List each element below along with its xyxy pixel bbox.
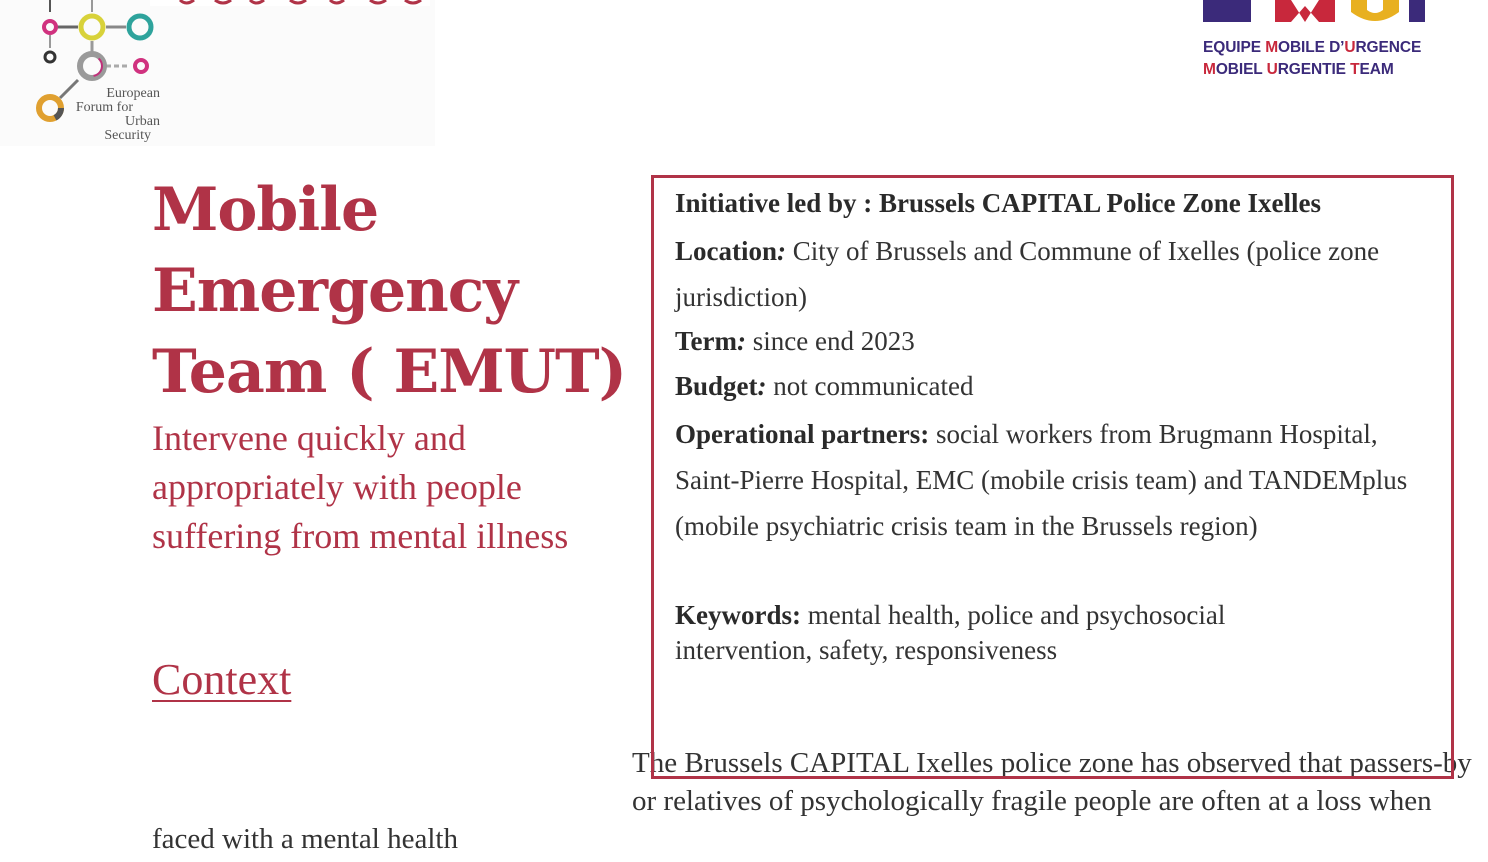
term-value: since end 2023	[752, 326, 915, 356]
context-heading: Context	[152, 655, 292, 704]
efus-caption-line2: Forum for	[75, 100, 133, 115]
emut-caption-french: EQUIPE MOBILE D’URGENCE	[1203, 39, 1422, 56]
efus-logo-graphic	[0, 0, 435, 146]
budget-label: Budget	[675, 371, 758, 401]
efus-logo	[0, 0, 435, 146]
location-line: Location: City of Brussels and Commune of Ixelles (police zone jurisdiction)	[675, 236, 1380, 312]
partners-value: social workers from Brugmann Hospital, Saint-Pierre Hospital, EMC (mobile crisis team) and TANDEMplus (mobile psychiatric crisis team in the Brussels region)	[675, 419, 1408, 541]
efus-caption-line1: European	[106, 86, 160, 101]
emut-logo-letters	[1195, 0, 1445, 36]
page-title: Mobile Emergency Team ( EMUT)	[152, 175, 626, 407]
partners-line	[675, 411, 1445, 549]
context-paragraph-text: The Brussels CAPITAL Ixelles police zone has observed that passers-by or relatives of psychologically fragile people are often at a loss when faced with a mental health	[152, 747, 1472, 855]
keywords-line	[675, 598, 1335, 668]
location-label: Location	[675, 236, 778, 266]
term-line: Term: since end 2023	[675, 326, 915, 356]
led-by-label: Initiative led by :	[675, 188, 880, 218]
budget-line: Budget: not communicated	[675, 371, 974, 401]
keywords-value: mental health, police and psychosocial intervention, safety, responsiveness	[675, 600, 1226, 665]
initiative-infobox	[651, 175, 1454, 779]
efus-caption-line3: Urban	[125, 114, 160, 129]
infobox-wrap-spacer	[152, 744, 632, 820]
location-value: City of Brussels and Commune of Ixelles (police zone jurisdiction)	[675, 236, 1380, 312]
led-by-line	[675, 188, 1445, 219]
page-subtitle: Intervene quickly and appropriately with people suffering from mental illness	[152, 418, 569, 556]
keywords-label: Keywords:	[675, 600, 801, 630]
emut-caption-dutch: MOBIEL URGENTIE TEAM	[1203, 61, 1394, 78]
budget-value: not communicated	[773, 371, 974, 401]
efus-caption-line4: Security	[104, 128, 151, 143]
emut-brand-text: EMUT	[1195, 0, 1199, 1]
term-label: Term	[675, 326, 737, 356]
partners-label: Operational partners:	[675, 419, 930, 449]
led-by-value: Brussels CAPITAL Police Zone Ixelles	[879, 188, 1322, 218]
